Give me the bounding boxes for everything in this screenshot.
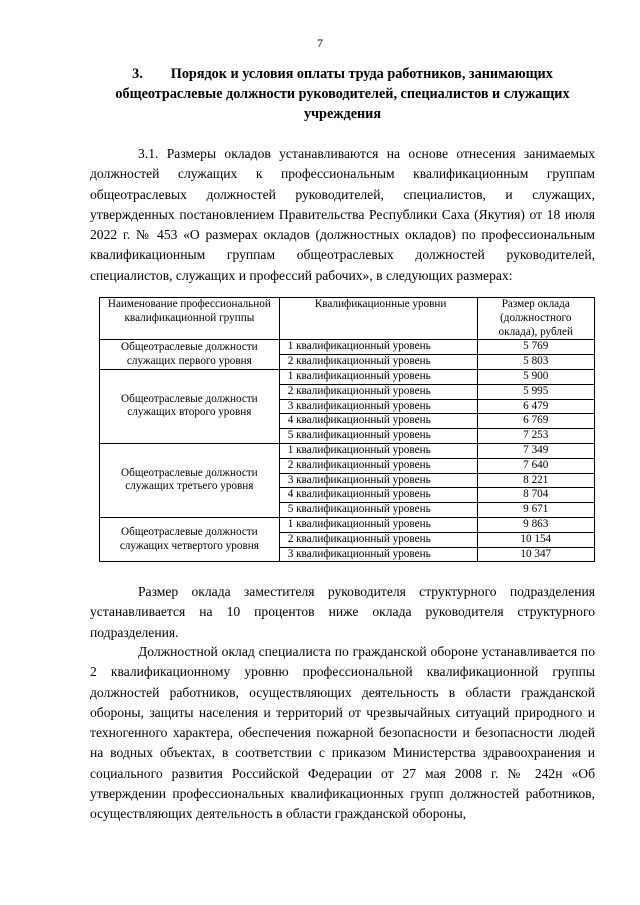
table-row (100, 369, 595, 384)
table-header-row (100, 298, 595, 340)
page-number: 7 (317, 36, 323, 50)
section-heading (90, 64, 595, 124)
paragraph-deputy (90, 582, 595, 643)
salary-cell: 8 221 (477, 473, 594, 488)
header-levels: Квалификационные уровни (279, 298, 477, 340)
level-cell: 2 квалификационный уровень (279, 355, 477, 370)
salary-cell: 9 671 (477, 503, 594, 518)
level-cell: 1 квалификационный уровень (279, 340, 477, 355)
group-name-cell: Общеотраслевые должности служащих первого уровня (100, 340, 280, 370)
group-name-cell: Общеотраслевые должности служащих третьего уровня (100, 443, 280, 517)
salary-cell: 8 704 (477, 488, 594, 503)
table-row (100, 517, 595, 532)
salary-cell: 5 803 (477, 355, 594, 370)
level-cell: 2 квалификационный уровень (279, 458, 477, 473)
salary-cell: 5 769 (477, 340, 594, 355)
group-name-cell: Общеотраслевые должности служащих четвертого уровня (100, 517, 280, 561)
level-cell: 3 квалификационный уровень (279, 399, 477, 414)
salary-cell: 5 995 (477, 384, 594, 399)
level-cell: 1 квалификационный уровень (279, 517, 477, 532)
group-name-cell: Общеотраслевые должности служащих второго уровня (100, 369, 280, 443)
level-cell: 5 квалификационный уровень (279, 429, 477, 444)
header-group: Наименование профессиональной квалификационной группы (100, 298, 280, 340)
section-title: Порядок и условия оплаты труда работников, занимающих общеотраслевые должности руководителей, специалистов и служащих учреждения (115, 66, 570, 122)
level-cell: 1 квалификационный уровень (279, 369, 477, 384)
salary-cell: 10 154 (477, 532, 594, 547)
salary-cell: 9 863 (477, 517, 594, 532)
header-salary: Размер оклада (должностного оклада), рублей (477, 298, 594, 340)
level-cell: 3 квалификационный уровень (279, 547, 477, 562)
paragraph-civil-defense-text: Должностной оклад специалиста по гражданской обороне устанавливается по 2 квалификационному уровню профессиональной квалификационной группы должностей работников, осуществляющих деятельность в области гражданской обороны, защиты населения и территорий от чрезвычайных ситуаций природного и техногенного характера, обеспечения пожарной безопасности и безопасности людей на водных объектах, в соответствии с приказом Министерства здравоохранения и социального развития Российской Федерации от 27 мая 2008 г. № 242н «Об утверждении профессиональных квалификационных групп должностей работников, осуществляющих деятельность в области гражданской обороны, (90, 644, 595, 822)
paragraph-3-1 (90, 144, 595, 286)
paragraph-3-1-text: 3.1. Размеры окладов устанавливаются на основе отнесения занимаемых должностей служащих к профессиональным квалификационным группам общеотраслевых должностей руководителей, специалистов, и служащих, утвержденных постановлением Правительства Республики Саха (Якутия) от 18 июля 2022 г. № 453 «О размерах окладов (должностных окладов) по профессиональным квалификационным группам общеотраслевых должностей руководителей, специалистов, служащих и профессий рабочих», в следующих размерах: (90, 146, 595, 283)
salary-cell: 7 349 (477, 443, 594, 458)
level-cell: 2 квалификационный уровень (279, 532, 477, 547)
level-cell: 5 квалификационный уровень (279, 503, 477, 518)
salary-cell: 6 769 (477, 414, 594, 429)
level-cell: 4 квалификационный уровень (279, 414, 477, 429)
level-cell: 4 квалификационный уровень (279, 488, 477, 503)
level-cell: 2 квалификационный уровень (279, 384, 477, 399)
paragraph-deputy-text: Размер оклада заместителя руководителя структурного подразделения устанавливается на 10 процентов ниже оклада руководителя структурного подразделения. (90, 584, 595, 640)
salary-cell: 6 479 (477, 399, 594, 414)
salary-cell: 7 640 (477, 458, 594, 473)
salary-cell: 10 347 (477, 547, 594, 562)
table-row (100, 443, 595, 458)
salary-cell: 5 900 (477, 369, 594, 384)
level-cell: 1 квалификационный уровень (279, 443, 477, 458)
table-body (100, 340, 595, 562)
level-cell: 3 квалификационный уровень (279, 473, 477, 488)
salary-cell: 7 253 (477, 429, 594, 444)
section-number: 3. (132, 66, 143, 82)
salary-table (99, 297, 595, 562)
table-row (100, 340, 595, 355)
paragraph-civil-defense (90, 642, 595, 825)
